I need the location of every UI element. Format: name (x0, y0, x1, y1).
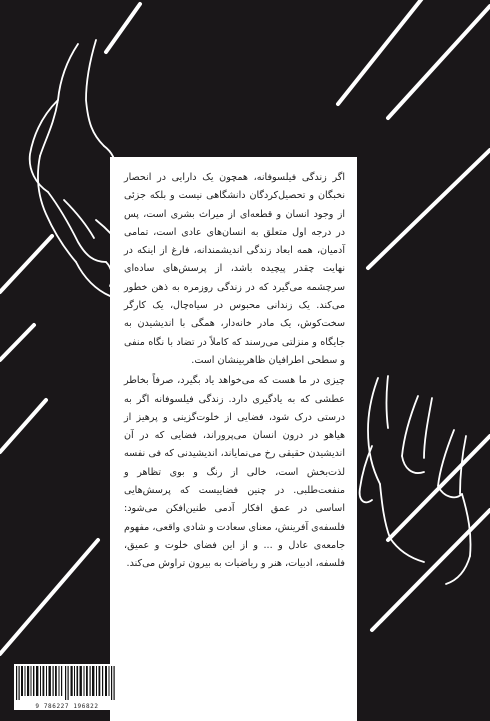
synopsis-paragraph-2: چیزی در ما هست که می‌خواهد یاد بگیرد، صرفاً بخاطر عطشی که به یادگیری دارد. زندگی فیلسوفانه اگر به درستی درک شود، فضایی از خلوت‌گزینی و پرهیز از هیاهو در درون انسان می‌پروراند، فضایی که در آن اندیشیدن حقیقی رخ می‌نمایاند، اندیشیدنی که فی نفسه لذت‌بخش است، خالی از رنگ و بوی تظاهر و منفعت‌طلبی. در چنین فضاییست که پرسش‌هایی اساسی در عمق افکار آدمی طنین‌افکن می‌شود: فلسفه‌ی آفرینش، معنای سعادت و شادی واقعی، مفهوم جامعه‌ی عادل و ... و از این فضای خلوت و عمیق، فلسفه، ادبیات، هنر و ریاضیات به بیرون تراوش می‌کند. (124, 375, 345, 570)
isbn-digits: 9 786227 196822 (35, 703, 99, 710)
diagonal-line (368, 150, 490, 268)
isbn-barcode (14, 664, 120, 710)
diagonal-line (0, 540, 98, 654)
diagonal-line (0, 236, 52, 292)
diagonal-line (106, 4, 140, 52)
barcode-bars (14, 664, 120, 700)
synopsis-paragraph-1: اگر زندگی فیلسوفانه، همچون یک دارایی در انحصار نخبگان و تحصیل‌کردگان دانشگاهی نیست و بلکه جزئی از وجود انسان و قطعه‌ای از میراث بشری است، پس در درجه اول متعلق به انسان‌های عادی است، تمامی آدمیان، همه ابعاد زندگی اندیشمندانه، فارغ از اینکه در نهایت چقدر پیچیده باشد، از پرسش‌های ساده‌ای سرچشمه می‌گیرد که در زندگی روزمره به ذهن خطور می‌کند. یک زندانی محبوس در سیاه‌چال، یک کارگر سخت‌کوش، یک مادر خانه‌دار، همگی با اندیشیدن به جایگاه و منزلتی می‌رسند که کاملاً در تضاد با نگاه منفی و سطحی اطرافیان ظاهربینشان است. (124, 172, 345, 366)
diagonal-line (0, 325, 34, 360)
back-cover-text-panel (110, 157, 357, 721)
diagonal-line (372, 510, 490, 630)
diagonal-line (0, 400, 46, 452)
reaching-hand-bottom-right (360, 376, 471, 584)
diagonal-line (338, 0, 424, 104)
